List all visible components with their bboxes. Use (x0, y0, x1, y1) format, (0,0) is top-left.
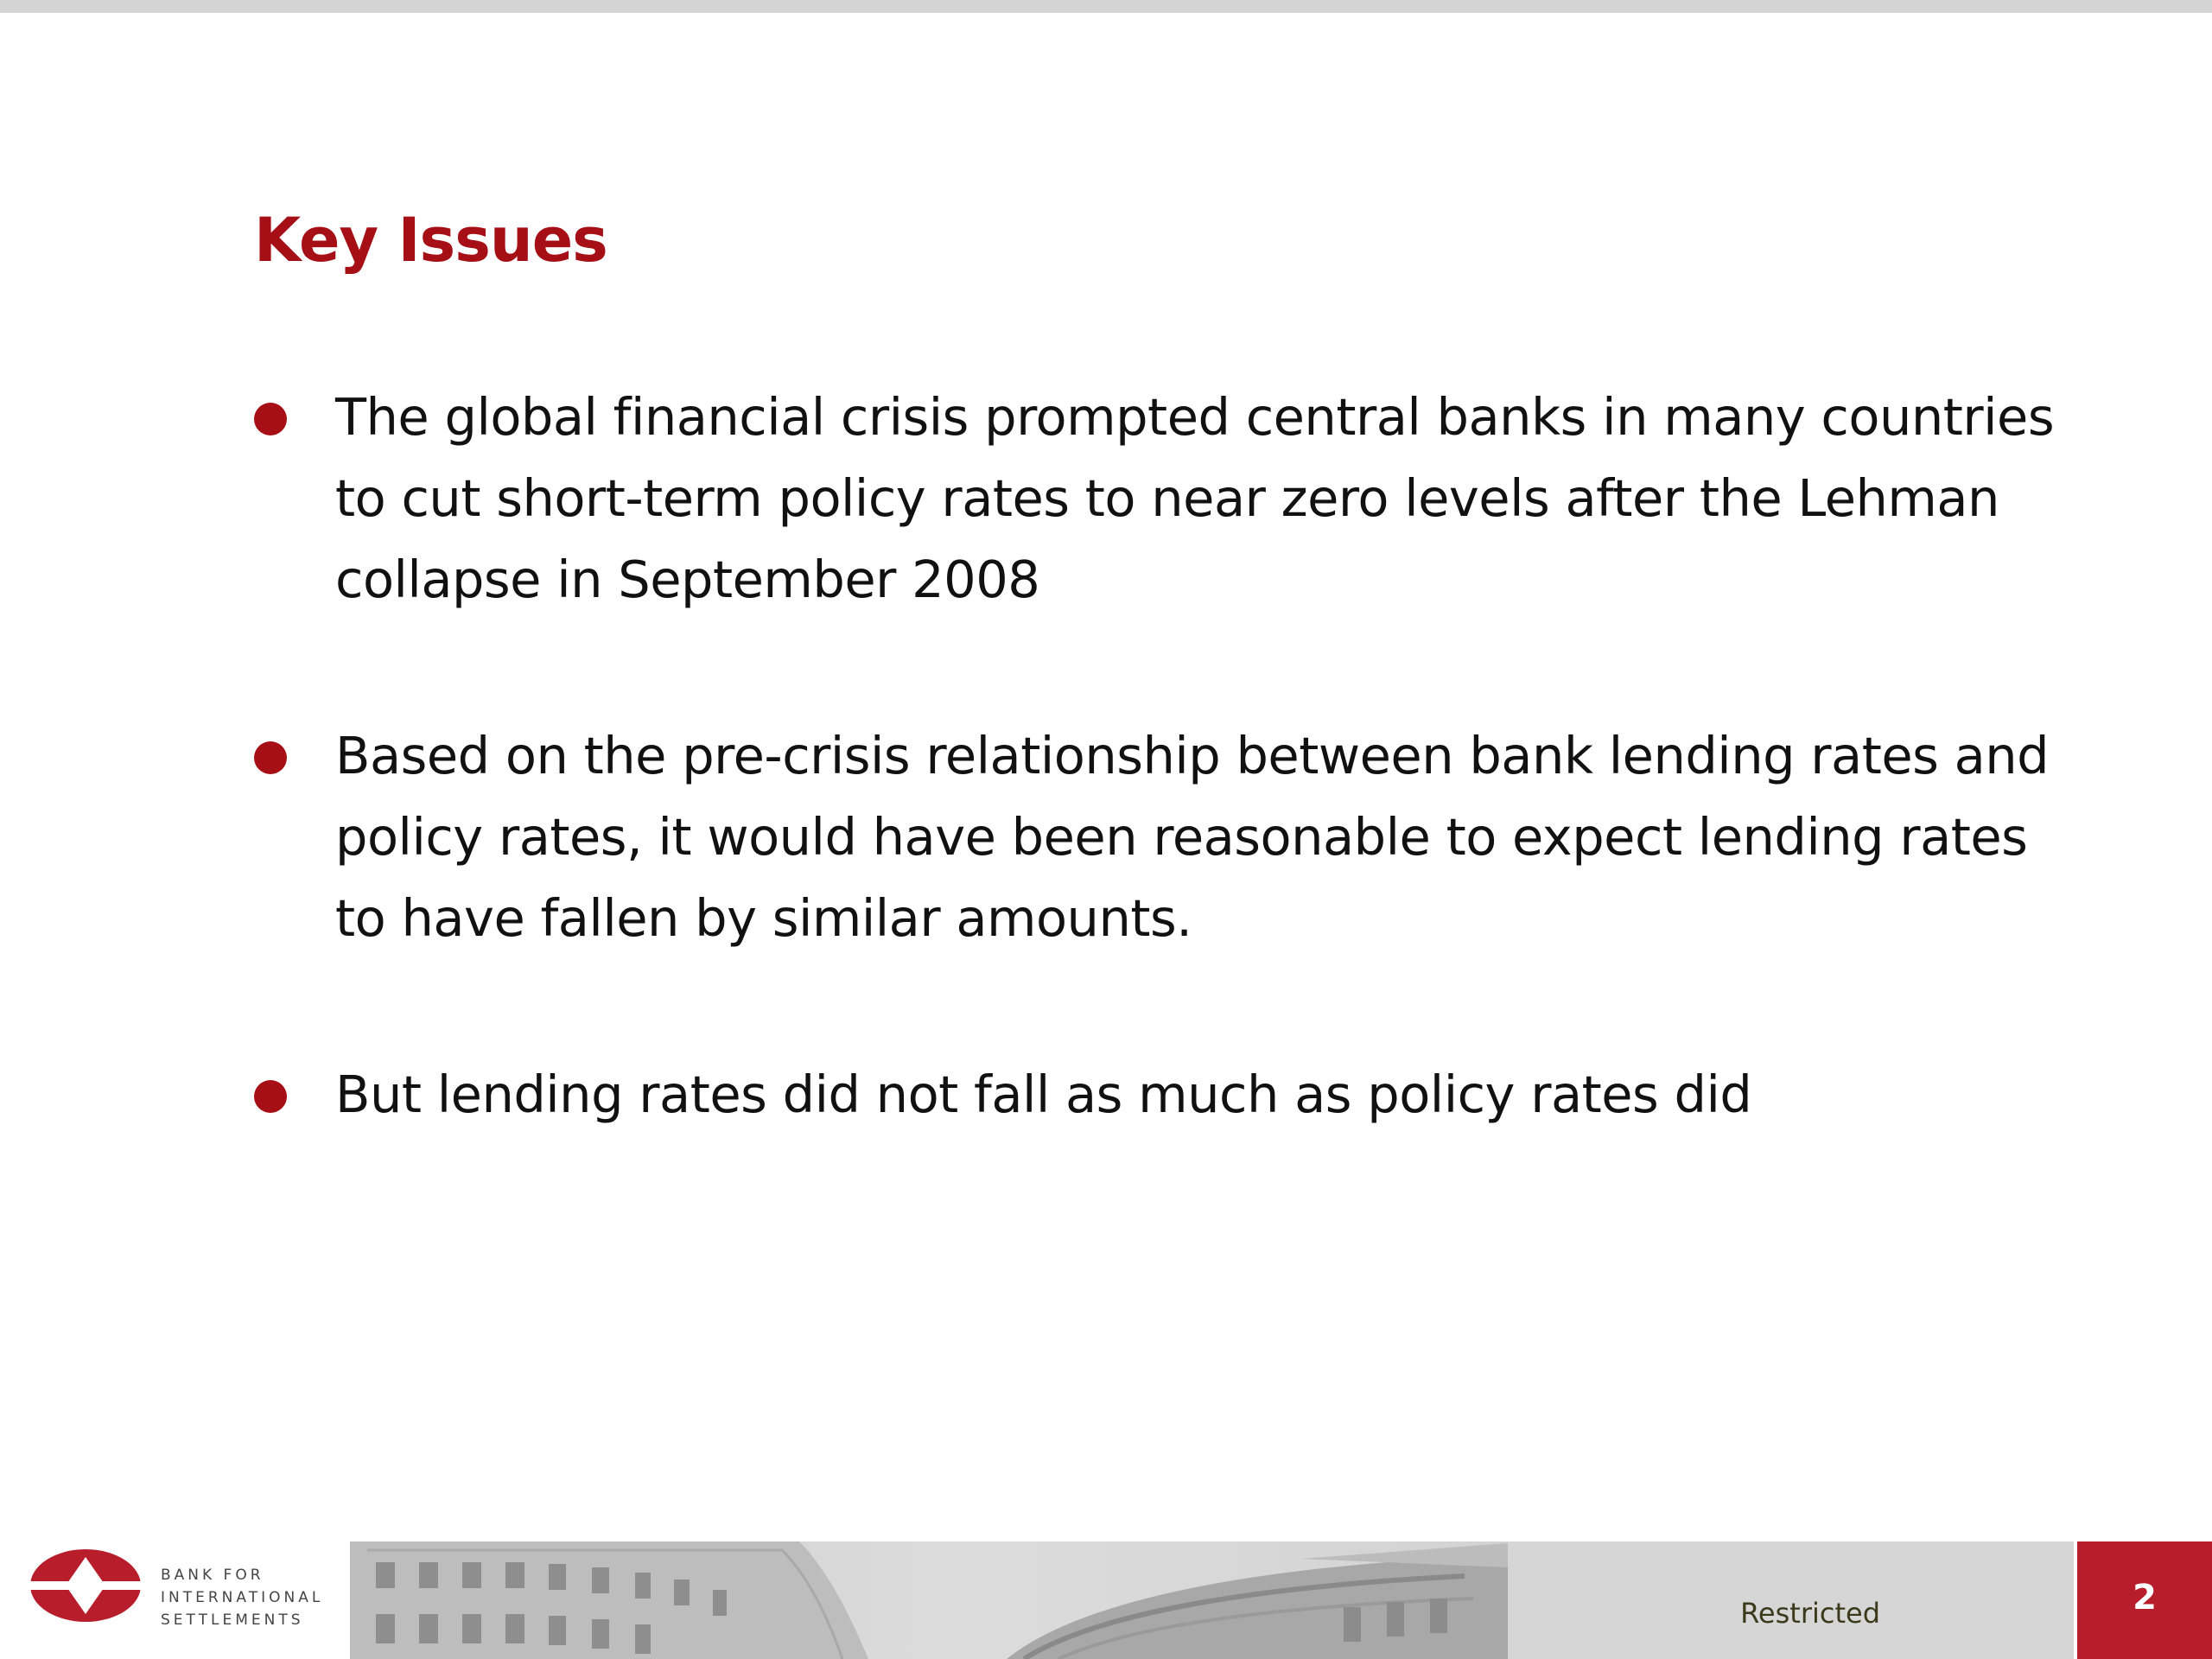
bis-logo (0, 1541, 350, 1659)
bullet-dot-icon (254, 1080, 287, 1113)
slide-footer (0, 1541, 2212, 1659)
bis-logo-text (161, 1564, 323, 1631)
bullet-item (254, 715, 2086, 959)
bullet-text: Based on the pre-crisis relationship between bank lending rates and policy rates, it would have been reasonable to expect lending rates to have fallen by similar amounts. (335, 726, 2050, 948)
page-number: 2 (2133, 1578, 2157, 1618)
bullet-item (254, 377, 2086, 620)
top-border-bar (0, 0, 2212, 13)
logo-line: SETTLEMENTS (161, 1611, 304, 1629)
logo-line: INTERNATIONAL (161, 1589, 324, 1606)
bullet-text: But lending rates did not fall as much as policy rates did (335, 1065, 1752, 1124)
classification-label: Restricted (1740, 1597, 1880, 1630)
page-number-box (2077, 1541, 2212, 1659)
logo-line: BANK FOR (161, 1567, 264, 1584)
bullet-item (254, 1054, 2086, 1135)
bullet-text: The global financial crisis prompted central banks in many countries to cut short-term policy rates to near zero levels after the Lehman collapse in September 2008 (335, 387, 2055, 609)
bullet-dot-icon (254, 403, 287, 435)
bis-logo-mark-icon (29, 1548, 142, 1623)
bullet-dot-icon (254, 741, 287, 774)
building-photo-strip (350, 1541, 2074, 1659)
slide-title: Key Issues (254, 205, 607, 276)
